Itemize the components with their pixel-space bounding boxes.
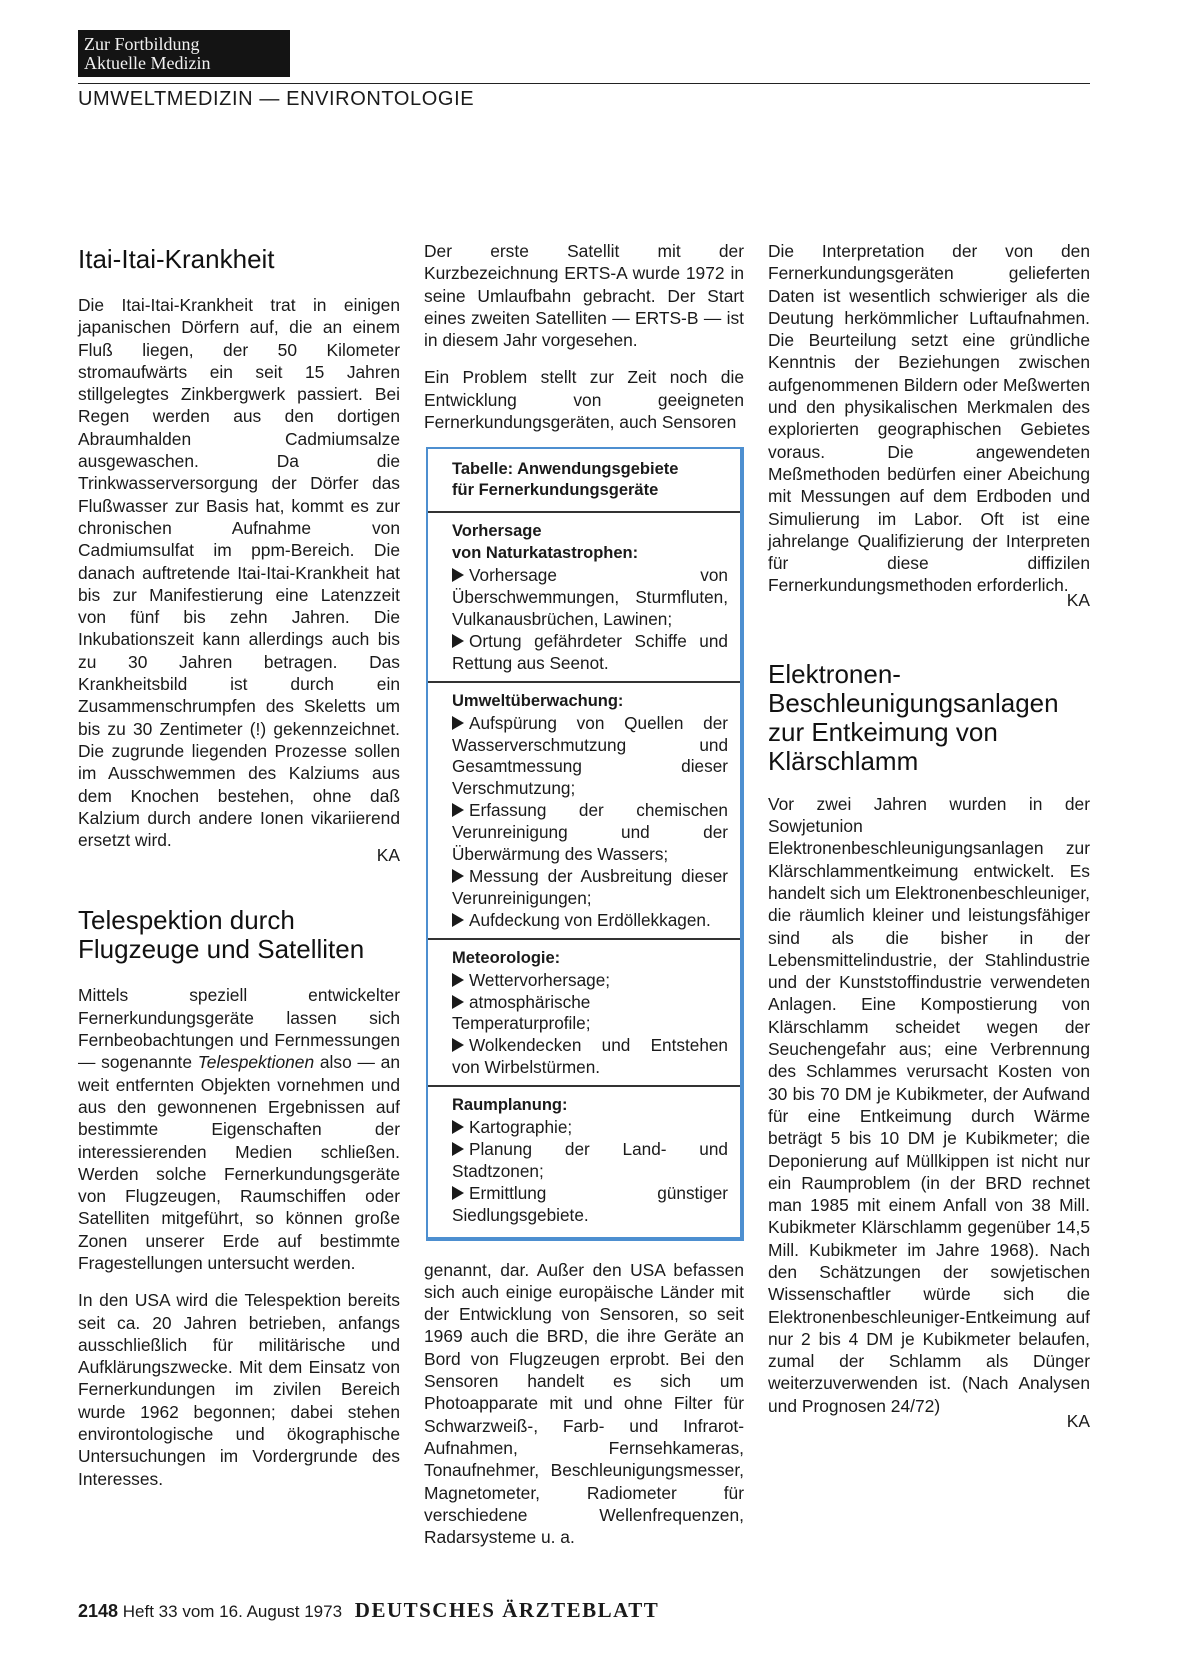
table-item: Ermittlung günstiger Siedlungsgebiete. <box>452 1182 728 1225</box>
author-signature: KA <box>376 845 400 866</box>
table-section-title: Umweltüberwachung: <box>452 691 624 710</box>
table-item: Ortung gefährdeter Schiffe und Rettung aus Seenot. <box>452 630 728 673</box>
header-rule <box>78 83 1090 84</box>
column-1 <box>78 240 400 1490</box>
table-section <box>428 940 740 1087</box>
bullet-triangle-icon <box>452 913 464 927</box>
author-signature: KA <box>1066 1410 1090 1431</box>
bullet-triangle-icon <box>452 1142 464 1156</box>
article-paragraph: genannt, dar. Außer den USA befassen sich auch einige europäische Länder mit der Entwicklung von Sensoren, so seit 1969 auch die BRD, die ihre Geräte an Bord von Flugzeugen erprobt. Bei den Sensoren handelt es sich um Photoapparate mit und ohne Filter für Schwarzweiß-, Farb- und Infrarot-Aufnahmen, Fernsehkameras, Tonaufnehmer, Beschleunigungsmesser, Magnetometer, Radiometer für verschiedene Wellenfrequenzen, Radarsysteme u. a. <box>424 1259 744 1548</box>
table-section <box>428 1087 740 1236</box>
article-title-elektronen: Elektronen- Beschleunigungsanlagen zur Entkeimung von Klärschlamm <box>768 658 1059 776</box>
section-label: UMWELTMEDIZIN — ENVIRONTOLOGIE <box>78 88 475 110</box>
author-signature: KA <box>1066 590 1090 611</box>
table-section-title: Meteorologie: <box>452 948 561 967</box>
bullet-triangle-icon <box>452 716 464 730</box>
table-item: Wettervorhersage; <box>452 970 728 992</box>
article-title-itai: Itai-Itai-Krankheit <box>78 244 275 274</box>
table-item: Aufspürung von Quellen der Wasserverschmutzung und Gesamtmessung dieser Verschmutzung; <box>452 712 728 799</box>
article-paragraph: Mittels speziell entwickelter Fernerkundungsgeräte lassen sich Fernbeobachtungen und Fernmessungen — sogenannte Telespektionen also — an weit entfernten Objekten vornehmen und aus den gewonnenen Ergebnissen auf bestimmte Eigenschaften der interessierenden Medien schließen. Werden solche Fernerkundungsgeräte von Flugzeugen, Raumschiffen oder Satelliten mitgeführt, so können große Zonen unserer Erde auf bestimmte Fragestellungen untersucht werden. <box>78 985 400 1273</box>
table-item: Wolkendecken und Entstehen von Wirbelstürmen. <box>452 1035 728 1078</box>
article-paragraph: Der erste Satellit mit der Kurzbezeichnung ERTS-A wurde 1972 in seine Umlaufbahn gebracht. Der Start eines zweiten Satelliten — ERTS-B — ist in diesem Jahr vorgesehen. <box>424 241 744 351</box>
table-item: Erfassung der chemischen Verunreinigung und der Überwärmung des Wassers; <box>452 800 728 865</box>
table-item: Messung der Ausbreitung dieser Verunreinigungen; <box>452 865 728 908</box>
article-body-itai: Die Itai-Itai-Krankheit trat in einigen japanischen Dörfern auf, die an einem Fluß liegen, der 50 Kilometer stromaufwärts ein seit 15 Jahren stillgelegtes Zinkbergwerk passiert. Bei Regen werden aus den dortigen Abraumhalden Cadmiumsalze ausgewaschen. Da die Trinkwasserversorgung der Dörfer das Flußwasser zur Basis hat, kommt es zur chronischen Aufnahme von Cadmiumsulfat im ppm-Bereich. Die danach auftretende Itai-Itai-Krankheit hat bis zur Manifestierung eine Latenzzeit von fünf bis zehn Jahren. Die Inkubationszeit kann allerdings auch bis zu 30 Jahren betragen. Das Krankheitsbild ist durch ein Zusammenschrumpfen des Skeletts um bis zu 30 Zentimeter (!) gekennzeichnet. Die zugrunde liegenden Prozesse sollen im Ausschwemmen des Kalziums aus dem Knochen bestehen, ohne daß Kalzium durch andere Ionen vikariierend ersetzt wird. <box>78 295 400 851</box>
column-2 <box>424 240 744 1548</box>
table-item: Vorhersage von Überschwemmungen, Sturmfluten, Vulkanausbrüchen, Lawinen; <box>452 565 728 629</box>
table-item: atmosphärische Temperaturprofile; <box>452 991 591 1034</box>
column-3 <box>768 240 1090 1432</box>
article-title-telespektion: Telespektion durch Flugzeuge und Satelliten <box>78 905 365 965</box>
bullet-triangle-icon <box>452 1186 464 1200</box>
bullet-triangle-icon <box>452 634 464 648</box>
article-paragraph: Ein Problem stellt zur Zeit noch die Entwicklung von geeigneten Fernerkundungsgeräten, auch Sensoren <box>424 367 744 433</box>
bullet-triangle-icon <box>452 1120 464 1134</box>
table-section <box>428 513 740 682</box>
table-section-title: Raumplanung: <box>452 1096 568 1115</box>
badge-line-2: Aktuelle Medizin <box>84 53 211 73</box>
table-section-title: Vorhersage von Naturkatastrophen: <box>452 522 639 563</box>
bullet-triangle-icon <box>452 803 464 817</box>
table-item: Aufdeckung von Erdöllekkagen. <box>452 910 728 932</box>
issue-info: Heft 33 vom 16. August 1973 <box>122 1602 343 1621</box>
article-paragraph: In den USA wird die Telespektion bereits seit ca. 20 Jahren betrieben, anfangs ausschließlich für militärische und Aufklärungszwecke. Mit dem Einsatz von Fernerkundungen im zivilen Bereich wurde 1962 begonnen; dabei stehen environtologische und ökographische Untersuchungen im Vordergrunde des Interesses. <box>78 1290 400 1489</box>
table-section <box>428 683 740 940</box>
badge-line-1: Zur Fortbildung <box>84 34 200 54</box>
bullet-triangle-icon <box>452 1038 464 1052</box>
table-title: Tabelle: Anwendungsgebiete für Fernerkundungsgeräte <box>428 449 740 513</box>
section-badge <box>78 30 290 77</box>
page-number: 2148 <box>78 1601 119 1621</box>
table-item: Planung der Land- und Stadtzonen; <box>452 1138 728 1181</box>
application-table <box>426 447 744 1240</box>
journal-name: DEUTSCHES ÄRZTEBLATT <box>354 1598 660 1622</box>
table-item: Kartographie; <box>452 1117 728 1139</box>
bullet-triangle-icon <box>452 973 464 987</box>
page-footer <box>78 1598 659 1623</box>
bullet-triangle-icon <box>452 869 464 883</box>
article-body-elektronen: Vor zwei Jahren wurden in der Sowjetunion Elektronenbeschleunigungsanlagen zur Klärschlammentkeimung entwickelt. Es handelt sich um Elektronenbeschleuniger, die räumlich kleiner und leistungsfähiger sind als die bisher in der Lebensmittelindustrie, der Stahlindustrie und der Kunststoffindustrie verwendeten Anlagen. Eine Kompostierung von Klärschlamm scheidet wegen der Seuchengefahr aus; eine Verbrennung des Schlammes verursacht Kosten von 30 bis 70 DM je Kubikmeter, der Aufwand für eine Entkeimung durch Wärme beträgt 5 bis 10 DM je Kubikmeter; die Deponierung auf Müllkippen ist nicht nur ein Raumproblem (in der BRD rechnet man 1985 mit einem Anfall von 38 Mill. Kubikmeter Klärschlamm gegenüber 14,5 Mill. Kubikmeter im Jahre 1968). Nach den Schätzungen der sowjetischen Wissenschaftler würde sich die Elektronenbeschleuniger-Entkeimung auf nur 2 bis 4 DM je Kubikmeter belaufen, zumal der Schlamm als Dünger weiterzuverwenden ist. (Nach Analysen und Prognosen 24/72) <box>768 793 1090 1416</box>
article-paragraph: Die Interpretation der von den Fernerkundungsgeräten gelieferten Daten ist wesentlich schwieriger als die Deutung herkömmlicher Luftaufnahmen. Die Beurteilung setzt eine gründliche Kenntnis der Beziehungen zwischen aufgenommenen Bildern oder Meßwerten und den physikalischen Merkmalen des explorierten geographischen Gebietes voraus. Die angewendeten Meßmethoden bedürfen einer Abeichung mit Messungen auf dem Erdboden und Simulierung im Labor. Oft ist eine jahrelange Qualifizierung der Interpreten für diese diffizilen Fernerkundungsmethoden erforderlich. <box>768 241 1090 596</box>
bullet-triangle-icon <box>452 995 464 1009</box>
bullet-triangle-icon <box>452 568 464 582</box>
